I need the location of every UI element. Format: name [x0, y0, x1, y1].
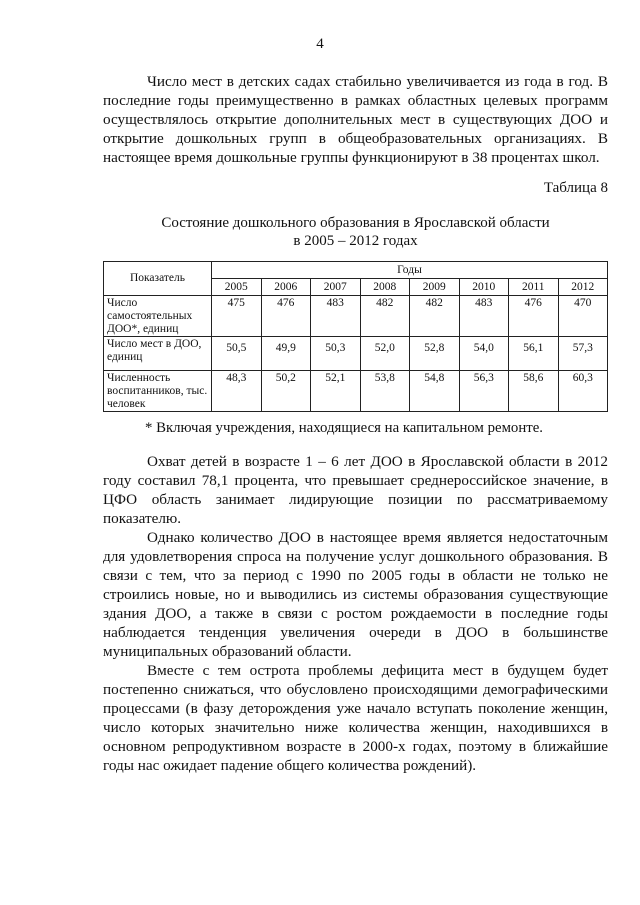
table-cell: 48,3 — [212, 371, 262, 412]
indicator-header: Показатель — [104, 262, 212, 296]
table-cell: 476 — [261, 296, 311, 337]
statistics-table — [103, 261, 608, 412]
year-header: 2011 — [509, 279, 559, 296]
table-cell: 53,8 — [360, 371, 410, 412]
table-cell: 56,1 — [509, 337, 559, 371]
intro-text-block — [103, 72, 608, 167]
table-cell: 483 — [459, 296, 509, 337]
table-cell: 60,3 — [558, 371, 608, 412]
table-cell: 482 — [410, 296, 460, 337]
table-cell: 50,2 — [261, 371, 311, 412]
table-row — [104, 296, 608, 337]
table-cell: 54,0 — [459, 337, 509, 371]
table-label: Таблица 8 — [543, 180, 608, 196]
year-header: 2012 — [558, 279, 608, 296]
year-header: 2009 — [410, 279, 460, 296]
table-cell: 52,0 — [360, 337, 410, 371]
table-cell: 475 — [212, 296, 262, 337]
table-footnote: * Включая учреждения, находящиеся на капитальном ремонте. — [145, 420, 543, 436]
body-paragraph: Охват детей в возрасте 1 – 6 лет ДОО в Ярославской области в 2012 году составил 78,1 процента, что превышает среднероссийское значение, в ЦФО область занимает лидирующие позиции по рассматриваемому показателю. — [103, 453, 608, 527]
body-paragraph: Вместе с тем острота проблемы дефицита мест в будущем будет постепенно снижаться, что обусловлено происходящими демографическими процессами (в фазу деторождения уже начало вступать поколение женщин, число которых значительно ниже количества женщин, находившихся в основном репродуктивном возрасте в 2000-х годах, поэтому в ближайшие годы нас ожидает падение общего количества рождений). — [103, 662, 608, 774]
table-cell: 56,3 — [459, 371, 509, 412]
year-header: 2005 — [212, 279, 262, 296]
table-cell: 50,5 — [212, 337, 262, 371]
table-cell: 58,6 — [509, 371, 559, 412]
table-cell: 50,3 — [311, 337, 361, 371]
years-header: Годы — [212, 262, 608, 279]
year-header: 2008 — [360, 279, 410, 296]
table-cell: 483 — [311, 296, 361, 337]
table-cell: 52,1 — [311, 371, 361, 412]
table-title-line-1: Состояние дошкольного образования в Ярославской области — [161, 215, 550, 231]
table-cell: 54,8 — [410, 371, 460, 412]
intro-paragraph: Число мест в детских садах стабильно увеличивается из года в год. В последние годы преимущественно в рамках областных целевых программ осуществлялось открытие дополнительных мест в существующих ДОО и открытие дошкольных групп в общеобразовательных организациях. В настоящее время дошкольные группы функционируют в 38 процентах школ. — [103, 73, 608, 166]
table-cell: 476 — [509, 296, 559, 337]
row-label: Число самостоятельных ДОО*, единиц — [104, 296, 212, 337]
table-cell: 49,9 — [261, 337, 311, 371]
table-title-line-2: в 2005 – 2012 годах — [293, 233, 418, 249]
table-cell: 482 — [360, 296, 410, 337]
row-label: Число мест в ДОО, единиц — [104, 337, 212, 371]
table-cell: 57,3 — [558, 337, 608, 371]
year-header: 2010 — [459, 279, 509, 296]
page-number: 4 — [316, 36, 324, 52]
year-header: 2006 — [261, 279, 311, 296]
body-paragraph: Однако количество ДОО в настоящее время является недостаточным для удовлетворения спроса на получение услуг дошкольного образования. В связи с тем, что за период с 1990 по 2005 годы в области не только не строились новые, но и выводились из системы образования существующие здания ДОО, а также в связи с ростом рождаемости в последние годы наблюдается тенденция увеличения очереди в ДОО в большинстве муниципальных образований области. — [103, 529, 608, 660]
body-text-block — [103, 452, 608, 775]
table-row — [104, 371, 608, 412]
table-cell: 470 — [558, 296, 608, 337]
year-header: 2007 — [311, 279, 361, 296]
table-cell: 52,8 — [410, 337, 460, 371]
row-label: Численность воспитанников, тыс. человек — [104, 371, 212, 412]
table-row — [104, 337, 608, 371]
table-title — [103, 214, 608, 250]
